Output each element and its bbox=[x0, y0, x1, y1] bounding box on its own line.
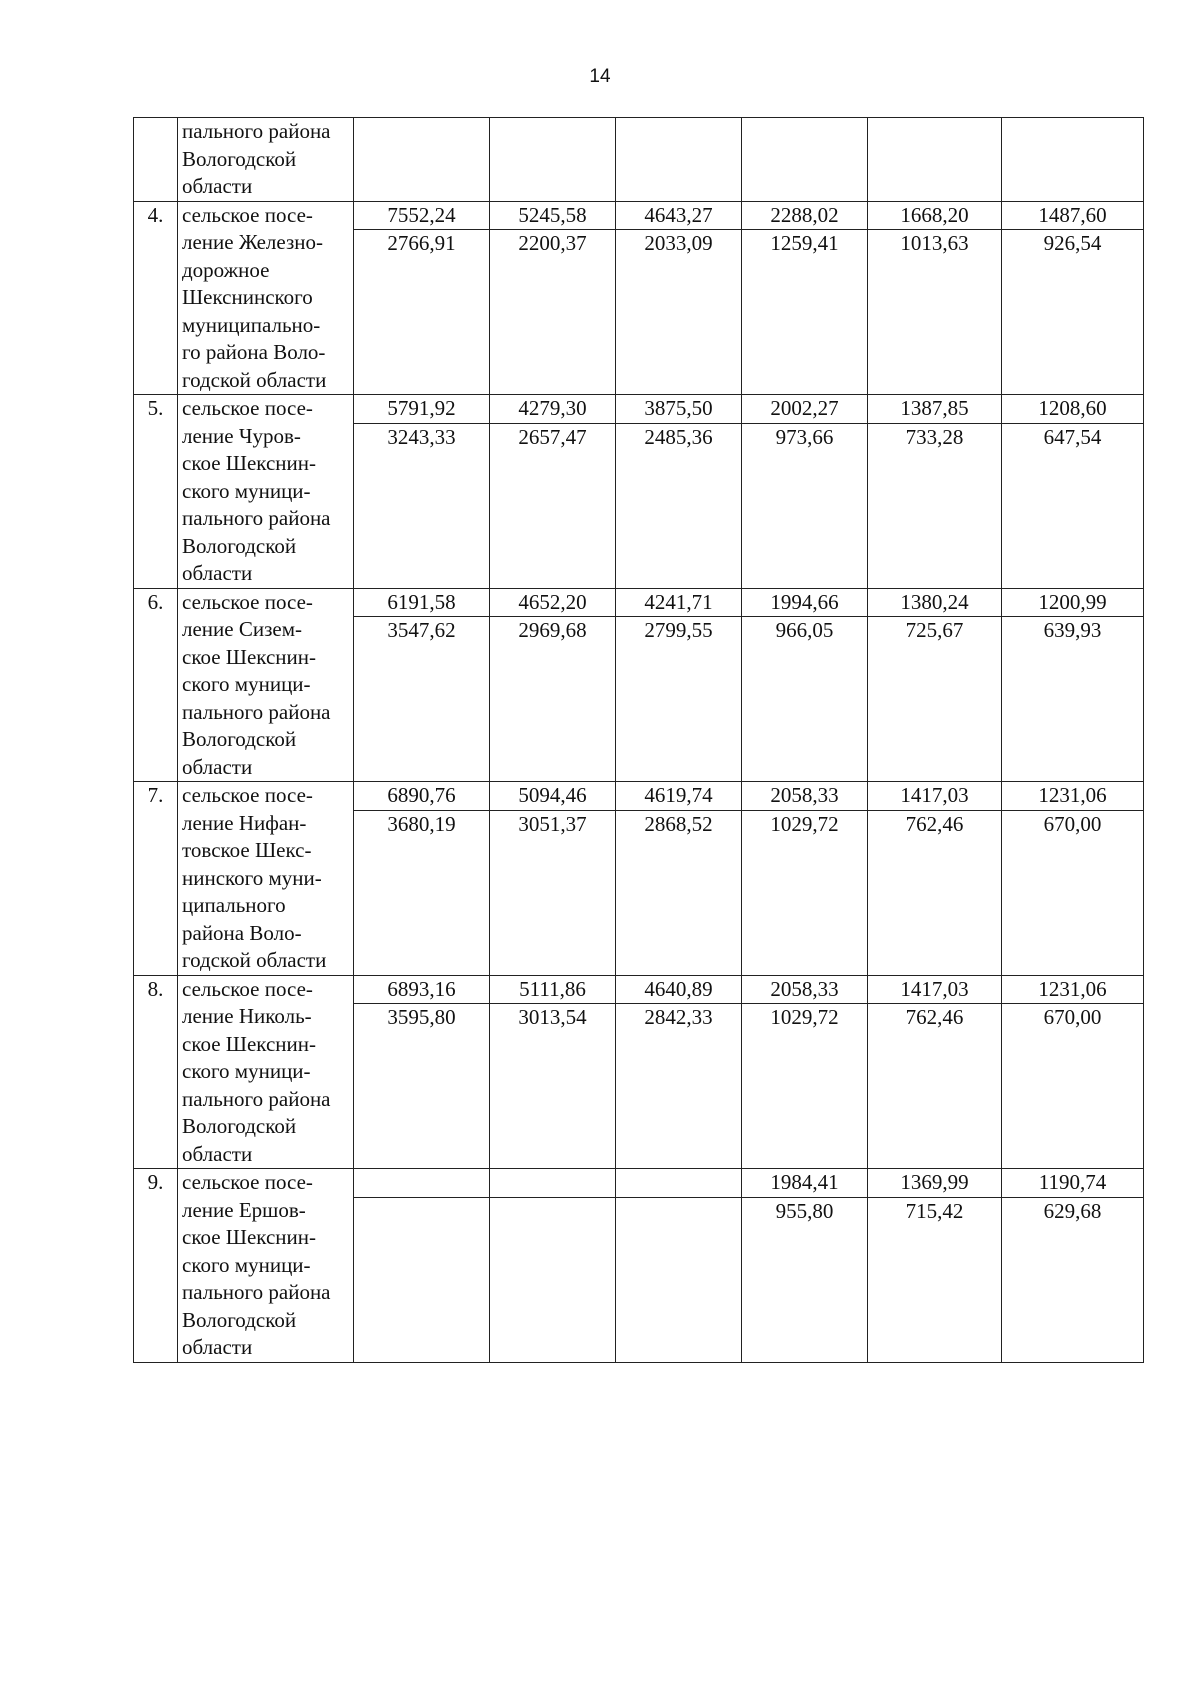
table-body bbox=[134, 118, 1144, 1363]
value-cell: 1200,99 bbox=[1002, 588, 1144, 617]
value-cell: 2058,33 bbox=[742, 782, 868, 811]
name-line: го района Воло- bbox=[182, 340, 326, 364]
value-cell: 2485,36 bbox=[616, 423, 742, 588]
value-cell: 6890,76 bbox=[354, 782, 490, 811]
row-number-cell: 5. bbox=[134, 395, 178, 589]
value-cell: 2842,33 bbox=[616, 1004, 742, 1169]
name-line: Вологодской bbox=[182, 533, 297, 558]
value-cell bbox=[868, 118, 1002, 202]
value-cell: 1029,72 bbox=[742, 1004, 868, 1169]
value-cell: 966,05 bbox=[742, 617, 868, 782]
value-cell: 3595,80 bbox=[354, 1004, 490, 1169]
value-cell: 6191,58 bbox=[354, 588, 490, 617]
name-line: ское Шекснин- bbox=[182, 644, 316, 669]
value-cell bbox=[1002, 118, 1144, 202]
value-cell: 1984,41 bbox=[742, 1169, 868, 1198]
value-cell: 4279,30 bbox=[490, 395, 616, 424]
value-cell: 973,66 bbox=[742, 423, 868, 588]
value-cell: 2200,37 bbox=[490, 230, 616, 395]
value-cell: 7552,24 bbox=[354, 201, 490, 230]
name-line: сельское посе- bbox=[182, 783, 313, 807]
value-cell: 3875,50 bbox=[616, 395, 742, 424]
value-cell: 725,67 bbox=[868, 617, 1002, 782]
value-cell: 5111,86 bbox=[490, 975, 616, 1004]
value-cell: 715,42 bbox=[868, 1197, 1002, 1362]
name-line: ское Шекснин- bbox=[182, 451, 316, 475]
value-cell: 1013,63 bbox=[868, 230, 1002, 395]
name-line: муниципально- bbox=[182, 312, 321, 337]
value-cell: 5245,58 bbox=[490, 201, 616, 230]
value-cell: 1208,60 bbox=[1002, 395, 1144, 424]
value-cell: 2799,55 bbox=[616, 617, 742, 782]
row-number-cell bbox=[134, 118, 178, 202]
name-line: ского муници- bbox=[182, 672, 311, 696]
name-line: ление Железно- bbox=[182, 230, 324, 254]
name-line: пального района bbox=[182, 1280, 331, 1304]
row-number-cell: 6. bbox=[134, 588, 178, 782]
value-cell: 4652,20 bbox=[490, 588, 616, 617]
value-cell: 647,54 bbox=[1002, 423, 1144, 588]
value-cell: 1668,20 bbox=[868, 201, 1002, 230]
name-line: области bbox=[182, 174, 253, 198]
name-line: ление Ершов- bbox=[182, 1197, 306, 1222]
value-cell: 2766,91 bbox=[354, 230, 490, 395]
name-line: Вологодской bbox=[182, 146, 297, 171]
name-line: годской области bbox=[182, 367, 327, 392]
value-cell: 1417,03 bbox=[868, 782, 1002, 811]
name-line: Вологодской bbox=[182, 727, 297, 751]
name-line: области bbox=[182, 561, 253, 585]
name-line: пального района bbox=[182, 699, 331, 724]
value-cell: 1231,06 bbox=[1002, 975, 1144, 1004]
value-cell: 733,28 bbox=[868, 423, 1002, 588]
value-cell bbox=[742, 118, 868, 202]
name-line: области bbox=[182, 1141, 253, 1166]
name-line: ское Шекснин- bbox=[182, 1031, 316, 1056]
table-row bbox=[134, 588, 1144, 617]
value-cell: 1417,03 bbox=[868, 975, 1002, 1004]
name-line: Шекснинского bbox=[182, 285, 313, 309]
name-line: сельское посе- bbox=[182, 976, 313, 1001]
name-line: пального района bbox=[182, 506, 331, 530]
value-cell: 6893,16 bbox=[354, 975, 490, 1004]
value-cell: 1190,74 bbox=[1002, 1169, 1144, 1198]
value-cell bbox=[490, 1169, 616, 1198]
value-cell: 629,68 bbox=[1002, 1197, 1144, 1362]
value-cell: 1387,85 bbox=[868, 395, 1002, 424]
value-cell bbox=[490, 118, 616, 202]
value-cell: 2288,02 bbox=[742, 201, 868, 230]
name-line: годской области bbox=[182, 948, 327, 972]
value-cell: 762,46 bbox=[868, 1004, 1002, 1169]
name-line: пального района bbox=[182, 1086, 331, 1111]
value-cell: 762,46 bbox=[868, 810, 1002, 975]
value-cell: 1231,06 bbox=[1002, 782, 1144, 811]
value-cell: 2058,33 bbox=[742, 975, 868, 1004]
name-line: нинского муни- bbox=[182, 865, 322, 890]
value-cell bbox=[354, 1197, 490, 1362]
value-cell: 639,93 bbox=[1002, 617, 1144, 782]
table-row bbox=[134, 395, 1144, 424]
municipality-name-cell bbox=[178, 588, 354, 782]
name-line: ского муници- bbox=[182, 1059, 311, 1083]
municipality-name-cell bbox=[178, 975, 354, 1169]
name-line: ление Нифан- bbox=[182, 810, 307, 835]
municipality-name-cell bbox=[178, 1169, 354, 1363]
value-cell: 1380,24 bbox=[868, 588, 1002, 617]
municipality-name-cell bbox=[178, 118, 354, 202]
name-line: сельское посе- bbox=[182, 1170, 313, 1194]
table-row bbox=[134, 1169, 1144, 1198]
value-cell: 670,00 bbox=[1002, 810, 1144, 975]
name-line: ского муници- bbox=[182, 1252, 311, 1277]
municipality-name-cell bbox=[178, 782, 354, 976]
value-cell: 3680,19 bbox=[354, 810, 490, 975]
name-line: ление Сизем- bbox=[182, 617, 302, 641]
row-number-cell: 4. bbox=[134, 201, 178, 395]
page-number: 14 bbox=[589, 66, 611, 87]
name-line: сельское посе- bbox=[182, 202, 313, 227]
value-cell: 926,54 bbox=[1002, 230, 1144, 395]
value-cell: 2868,52 bbox=[616, 810, 742, 975]
value-cell: 4241,71 bbox=[616, 588, 742, 617]
value-cell bbox=[616, 1169, 742, 1198]
value-cell bbox=[354, 118, 490, 202]
value-cell: 1487,60 bbox=[1002, 201, 1144, 230]
value-cell bbox=[616, 118, 742, 202]
value-cell: 3243,33 bbox=[354, 423, 490, 588]
name-line: сельское посе- bbox=[182, 396, 313, 420]
value-cell: 1259,41 bbox=[742, 230, 868, 395]
name-line: ского муници- bbox=[182, 478, 311, 503]
value-cell: 3013,54 bbox=[490, 1004, 616, 1169]
value-cell: 2969,68 bbox=[490, 617, 616, 782]
value-cell: 2033,09 bbox=[616, 230, 742, 395]
value-cell: 4643,27 bbox=[616, 201, 742, 230]
name-line: сельское посе- bbox=[182, 589, 313, 614]
name-line: ципального bbox=[182, 893, 286, 917]
value-cell: 4640,89 bbox=[616, 975, 742, 1004]
table-row bbox=[134, 201, 1144, 230]
value-cell: 5791,92 bbox=[354, 395, 490, 424]
name-line: области bbox=[182, 1335, 253, 1359]
table-row bbox=[134, 975, 1144, 1004]
value-cell: 1994,66 bbox=[742, 588, 868, 617]
value-cell bbox=[490, 1197, 616, 1362]
name-line: ление Чуров- bbox=[182, 423, 301, 448]
value-cell: 4619,74 bbox=[616, 782, 742, 811]
name-line: Вологодской bbox=[182, 1307, 297, 1332]
value-cell: 3051,37 bbox=[490, 810, 616, 975]
row-number-cell: 7. bbox=[134, 782, 178, 976]
value-cell: 670,00 bbox=[1002, 1004, 1144, 1169]
table-row bbox=[134, 782, 1144, 811]
value-cell: 3547,62 bbox=[354, 617, 490, 782]
table-row-continuation bbox=[134, 118, 1144, 202]
row-number-cell: 9. bbox=[134, 1169, 178, 1363]
municipality-name-cell bbox=[178, 201, 354, 395]
name-line: пального района bbox=[182, 119, 331, 143]
name-line: дорожное bbox=[182, 257, 270, 282]
data-table bbox=[133, 117, 1144, 1363]
value-cell: 2002,27 bbox=[742, 395, 868, 424]
name-line: Вологодской bbox=[182, 1114, 297, 1138]
name-line: района Воло- bbox=[182, 920, 302, 945]
value-cell bbox=[354, 1169, 490, 1198]
name-line: области bbox=[182, 754, 253, 779]
municipality-name-cell bbox=[178, 395, 354, 589]
row-number-cell: 8. bbox=[134, 975, 178, 1169]
name-line: ское Шекснин- bbox=[182, 1225, 316, 1249]
value-cell: 2657,47 bbox=[490, 423, 616, 588]
value-cell: 1369,99 bbox=[868, 1169, 1002, 1198]
value-cell bbox=[616, 1197, 742, 1362]
value-cell: 5094,46 bbox=[490, 782, 616, 811]
name-line: ление Николь- bbox=[182, 1004, 312, 1028]
value-cell: 1029,72 bbox=[742, 810, 868, 975]
value-cell: 955,80 bbox=[742, 1197, 868, 1362]
name-line: товское Шекс- bbox=[182, 838, 312, 862]
